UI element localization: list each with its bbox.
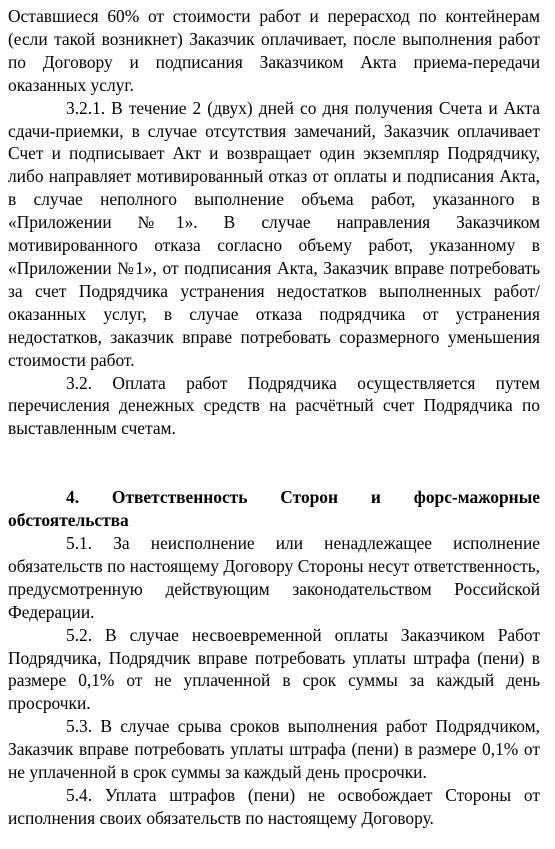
paragraph-5-4: 5.4. Уплата штрафов (пени) не освобождает Стороны от исполнения своих обязательств по настоящему Договору. <box>8 785 540 828</box>
paragraph-remaining-payment: Оставшиеся 60% от стоимости работ и перерасход по контейнерам (если такой возникнет) Заказчик оплачивает, после выполнения работ по Договору и подписания Заказчиком Акта приема-передачи оказанных услуг. <box>8 6 540 95</box>
section-heading-liability: 4. Ответственность Сторон и форс-мажорные обстоятельства <box>8 487 540 531</box>
paragraph-5-2: 5.2. В случае несвоевременной оплаты Заказчиком Работ Подрядчика, Подрядчик вправе потребовать уплаты штрафа (пени) в размере 0,1% от не уплаченной в срок суммы за каждый день просрочки. <box>8 624 540 714</box>
section-spacer <box>8 440 540 463</box>
paragraph-5-1: 5.1. За неисполнение или ненадлежащее исполнение обязательств по настоящему Договору Стороны несут ответственность, предусмотренную действующим законодательством Российской Федерации. <box>8 533 540 622</box>
document-page <box>8 5 540 830</box>
paragraph-3-2-1: 3.2.1. В течение 2 (двух) дней со дня получения Счета и Акта сдачи-приемки, в случае отсутствия замечаний, Заказчик оплачивает Счет и подписывает Акт и возвращает один экземпляр Подрядчику, либо направляет мотивированный отказ от оплаты и подписания Акта, в случае неполного выполнение объема работ, указанного в «Приложении №1». В случае направления Заказчиком мотивированного отказа согласно объему работ, указанному в «Приложении №1», от подписания Акта, Заказчик вправе потребовать за счет Подрядчика устранения недостатков выполненных работ/оказанных услуг, в случае отказа подрядчика от устранения недостатков, заказчик вправе потребовать соразмерного уменьшения стоимости работ. <box>8 97 540 370</box>
paragraph-3-2: 3.2. Оплата работ Подрядчика осуществляется путем перечисления денежных средств на расчётный счет Подрядчика по выставленным счетам. <box>8 372 540 439</box>
section-spacer-2 <box>8 463 540 486</box>
paragraph-5-3: 5.3. В случае срыва сроков выполнения работ Подрядчиком, Заказчик вправе потребовать уплаты штрафа (пени) в размере 0,1% от не уплаченной в срок суммы за каждый день просрочки. <box>8 716 540 783</box>
